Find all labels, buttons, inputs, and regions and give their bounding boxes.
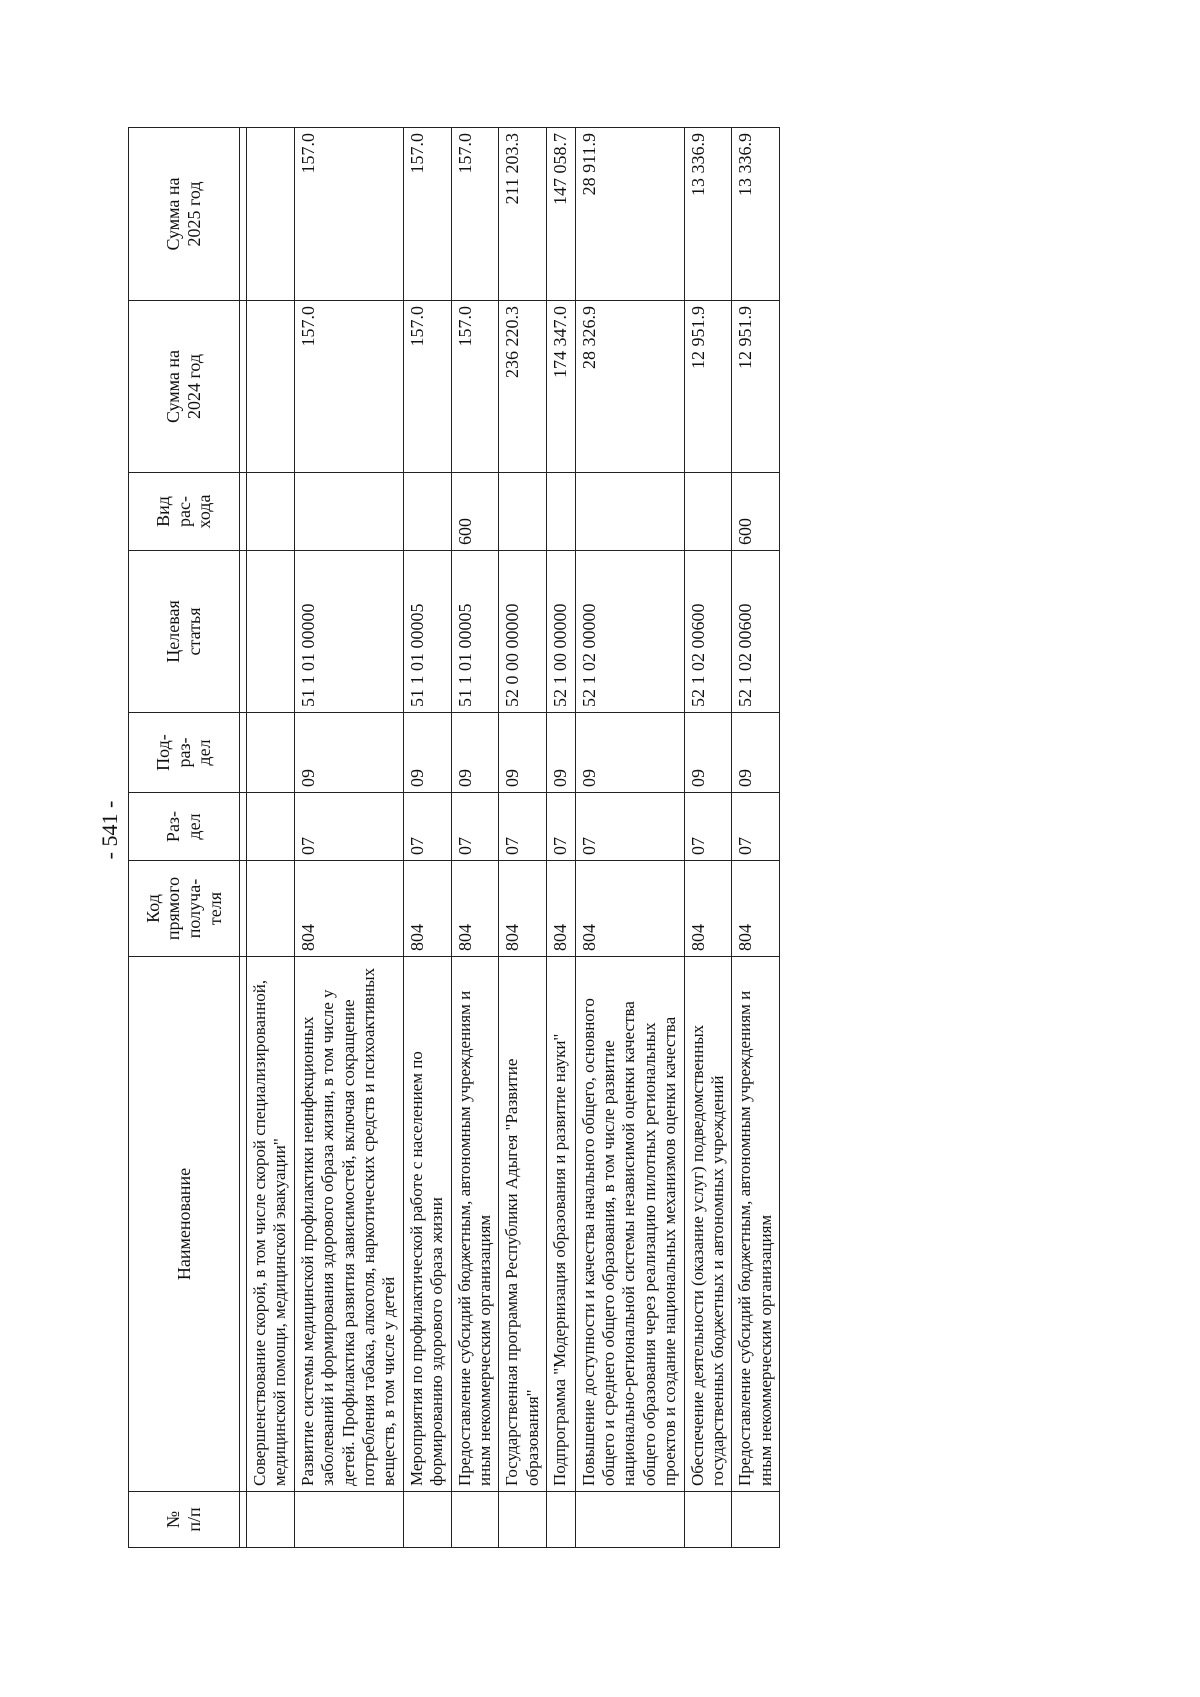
cell-target-article: 52 1 00 00000 (547, 551, 576, 713)
header-recipient-code: Код прямого получа- теля (129, 861, 240, 957)
cell-recipient-code (247, 861, 295, 957)
cell-recipient-code: 804 (684, 861, 732, 957)
cell-expense-type (499, 473, 547, 551)
header-section: Раз- дел (129, 793, 240, 861)
cell-sum-2024 (247, 301, 295, 473)
cell-section: 07 (499, 793, 547, 861)
cell-sum-2025: 13 336.9 (684, 128, 732, 301)
table-row (499, 128, 547, 1548)
header-sum-2025: Сумма на 2025 год (129, 128, 240, 301)
cell-recipient-code: 804 (499, 861, 547, 957)
cell-sum-2024: 157.0 (294, 301, 403, 473)
cell-expense-type: 600 (732, 473, 780, 551)
cell-name: Мероприятия по профилактической работе с населением по формированию здорового образа жизни (403, 957, 451, 1492)
cell-section (247, 793, 295, 861)
table-row (547, 128, 576, 1548)
cell-section: 07 (732, 793, 780, 861)
cell-expense-type: 600 (451, 473, 499, 551)
header-expense-type: Вид рас- хода (129, 473, 240, 551)
cell-num (547, 1492, 576, 1548)
cell-name: Развитие системы медицинской профилактики неинфекционных заболеваний и формирования здорового образа жизни, в том числе у детей. Профилактика развития зависимостей, включая сокращение потребления табака, алкоголя, наркотических средств и психоактивных веществ, в том числе у детей (294, 957, 403, 1492)
cell-sum-2025: 13 336.9 (732, 128, 780, 301)
cell-section: 07 (575, 793, 684, 861)
cell-recipient-code: 804 (294, 861, 403, 957)
table-row (294, 128, 403, 1548)
cell-target-article: 52 1 02 00600 (684, 551, 732, 713)
cell-target-article: 52 0 00 00000 (499, 551, 547, 713)
cell-sum-2024: 236 220.3 (499, 301, 547, 473)
cell-recipient-code: 804 (732, 861, 780, 957)
cell-sum-2024: 157.0 (451, 301, 499, 473)
header-num: № п/п (129, 1492, 240, 1548)
cell-section: 07 (294, 793, 403, 861)
cell-section: 07 (403, 793, 451, 861)
cell-sum-2024: 174 347.0 (547, 301, 576, 473)
cell-target-article: 51 1 01 00005 (403, 551, 451, 713)
cell-sum-2025: 211 203.3 (499, 128, 547, 301)
cell-expense-type (294, 473, 403, 551)
cell-target-article: 52 1 02 00600 (732, 551, 780, 713)
header-name: Наименование (129, 957, 240, 1492)
cell-num (684, 1492, 732, 1548)
cell-sum-2024: 12 951.9 (732, 301, 780, 473)
cell-sum-2025: 157.0 (403, 128, 451, 301)
header-subsection: Под- раз- дел (129, 713, 240, 793)
cell-name: Совершенствование скорой, в том числе скорой специализированной, медицинской помощи, медицинской эвакуации" (247, 957, 295, 1492)
cell-subsection: 09 (294, 713, 403, 793)
cell-expense-type (403, 473, 451, 551)
cell-sum-2025: 157.0 (294, 128, 403, 301)
table-row (247, 128, 295, 1548)
cell-section: 07 (547, 793, 576, 861)
page-number: - 541 - (97, 800, 122, 860)
header-sum-2024: Сумма на 2024 год (129, 301, 240, 473)
cell-expense-type (575, 473, 684, 551)
cell-num (247, 1492, 295, 1548)
cell-subsection: 09 (732, 713, 780, 793)
cell-expense-type (547, 473, 576, 551)
cell-num (294, 1492, 403, 1548)
cell-num (575, 1492, 684, 1548)
cell-sum-2025: 157.0 (451, 128, 499, 301)
cell-num (499, 1492, 547, 1548)
cell-name: Государственная программа Республики Адыгея "Развитие образования" (499, 957, 547, 1492)
cell-num (451, 1492, 499, 1548)
cell-sum-2025: 147 058.7 (547, 128, 576, 301)
cell-target-article (247, 551, 295, 713)
cell-subsection: 09 (451, 713, 499, 793)
table-row (732, 128, 780, 1548)
cell-sum-2024: 12 951.9 (684, 301, 732, 473)
cell-subsection: 09 (684, 713, 732, 793)
budget-table (128, 127, 780, 1548)
cell-sum-2024: 157.0 (403, 301, 451, 473)
cell-name: Подпрограмма "Модернизация образования и развитие науки" (547, 957, 576, 1492)
cell-expense-type (247, 473, 295, 551)
table-header-row (129, 128, 240, 1548)
cell-sum-2025 (247, 128, 295, 301)
cell-name: Предоставление субсидий бюджетным, автономным учреждениям и иным некоммерческим организациям (451, 957, 499, 1492)
cell-name: Обеспечение деятельности (оказание услуг) подведомственных государственных бюджетных и автономных учреждений (684, 957, 732, 1492)
cell-subsection: 09 (403, 713, 451, 793)
budget-table-frame (128, 128, 1200, 1532)
cell-expense-type (684, 473, 732, 551)
cell-recipient-code: 804 (547, 861, 576, 957)
cell-subsection: 09 (575, 713, 684, 793)
table-row (403, 128, 451, 1548)
cell-recipient-code: 804 (451, 861, 499, 957)
cell-recipient-code: 804 (575, 861, 684, 957)
cell-num (403, 1492, 451, 1548)
cell-section: 07 (684, 793, 732, 861)
cell-target-article: 51 1 01 00005 (451, 551, 499, 713)
cell-name: Повышение доступности и качества начального общего, основного общего и среднего общего образования, в том числе развитие национально-региональной системы независимой оценки качества общего образования через реализацию пилотных региональных проектов и создание национальных механизмов оценки качества (575, 957, 684, 1492)
cell-recipient-code: 804 (403, 861, 451, 957)
table-row (451, 128, 499, 1548)
cell-target-article: 52 1 02 00000 (575, 551, 684, 713)
cell-subsection (247, 713, 295, 793)
cell-num (732, 1492, 780, 1548)
table-row (684, 128, 732, 1548)
cell-subsection: 09 (499, 713, 547, 793)
table-spacer-row (240, 128, 247, 1548)
cell-name: Предоставление субсидий бюджетным, автономным учреждениям и иным некоммерческим организациям (732, 957, 780, 1492)
cell-section: 07 (451, 793, 499, 861)
table-row (575, 128, 684, 1548)
cell-sum-2025: 28 911.9 (575, 128, 684, 301)
cell-subsection: 09 (547, 713, 576, 793)
header-target-article: Целевая статья (129, 551, 240, 713)
cell-target-article: 51 1 01 00000 (294, 551, 403, 713)
cell-sum-2024: 28 326.9 (575, 301, 684, 473)
